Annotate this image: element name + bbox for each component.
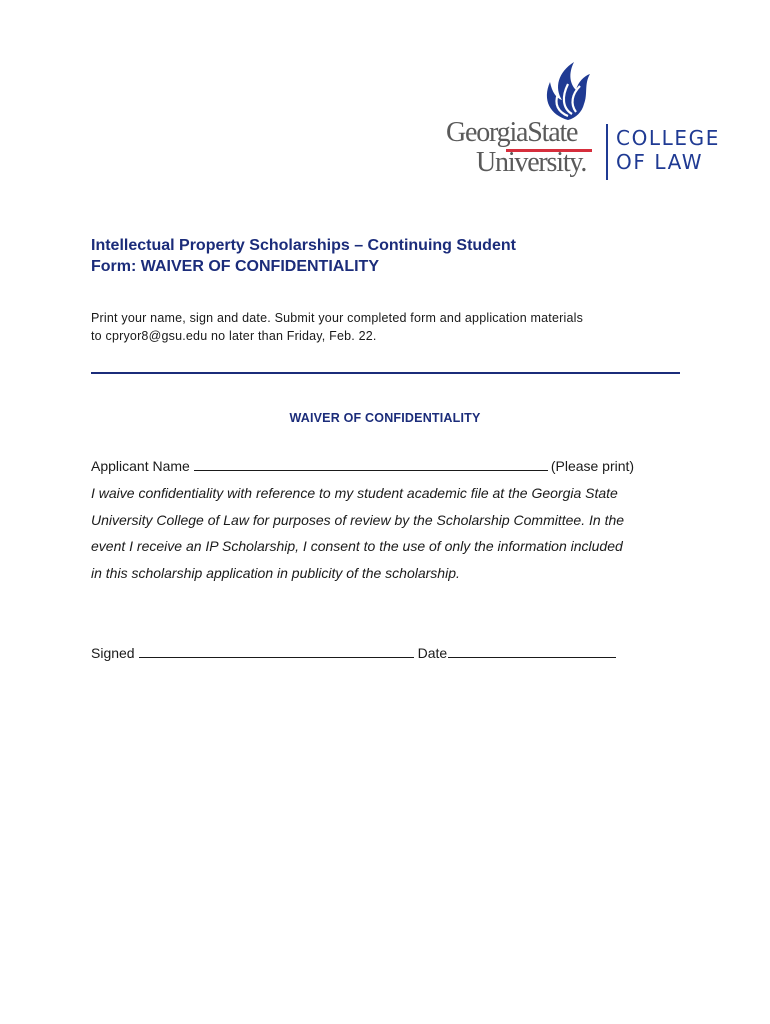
- date-label: Date: [417, 645, 448, 661]
- instructions: [91, 309, 691, 345]
- flame-icon: [538, 60, 598, 122]
- form-heading: [91, 235, 691, 277]
- waiver-line3: event I receive an IP Scholarship, I consent to the use of only the information included: [91, 538, 623, 555]
- horizontal-rule: [91, 372, 680, 374]
- waiver-paragraph: [91, 480, 691, 587]
- waiver-line2: University College of Law for purposes of review by the Scholarship Committee. In the: [91, 511, 625, 528]
- signed-label: Signed: [91, 645, 135, 661]
- waiver-line1: I waive confidentiality with reference to my student academic file at the Georgia State: [91, 485, 618, 501]
- applicant-name-field[interactable]: [194, 456, 548, 471]
- gsu-college-of-law-logo: [446, 60, 736, 190]
- heading-line1: Intellectual Property Scholarships – Continuing Student: [91, 237, 516, 254]
- signature-row: [91, 643, 691, 663]
- waiver-line4: in this scholarship application in publicity of the scholarship.: [91, 565, 460, 582]
- applicant-name-label: Applicant Name: [91, 458, 190, 474]
- heading-line2: Form: WAIVER OF CONFIDENTIALITY: [91, 258, 379, 275]
- wordmark-line1: GeorgiaState: [446, 117, 578, 148]
- college-line2: OF LAW: [616, 150, 704, 174]
- wordmark-line2: University.: [476, 147, 587, 178]
- university-wordmark: [446, 118, 596, 188]
- applicant-name-row: [91, 456, 691, 476]
- college-of-law-text: [616, 126, 720, 174]
- instructions-line1: Print your name, sign and date. Submit your completed form and application materials: [91, 311, 584, 325]
- signature-field[interactable]: [139, 643, 414, 658]
- college-line1: COLLEGE: [616, 126, 720, 150]
- date-field[interactable]: [448, 643, 616, 658]
- instructions-line2: to cpryor8@gsu.edu no later than Friday, Feb. 22.: [91, 329, 377, 343]
- section-title: WAIVER OF CONFIDENTIALITY: [289, 411, 481, 425]
- logo-divider: [606, 124, 608, 180]
- applicant-name-note: (Please print): [550, 458, 635, 474]
